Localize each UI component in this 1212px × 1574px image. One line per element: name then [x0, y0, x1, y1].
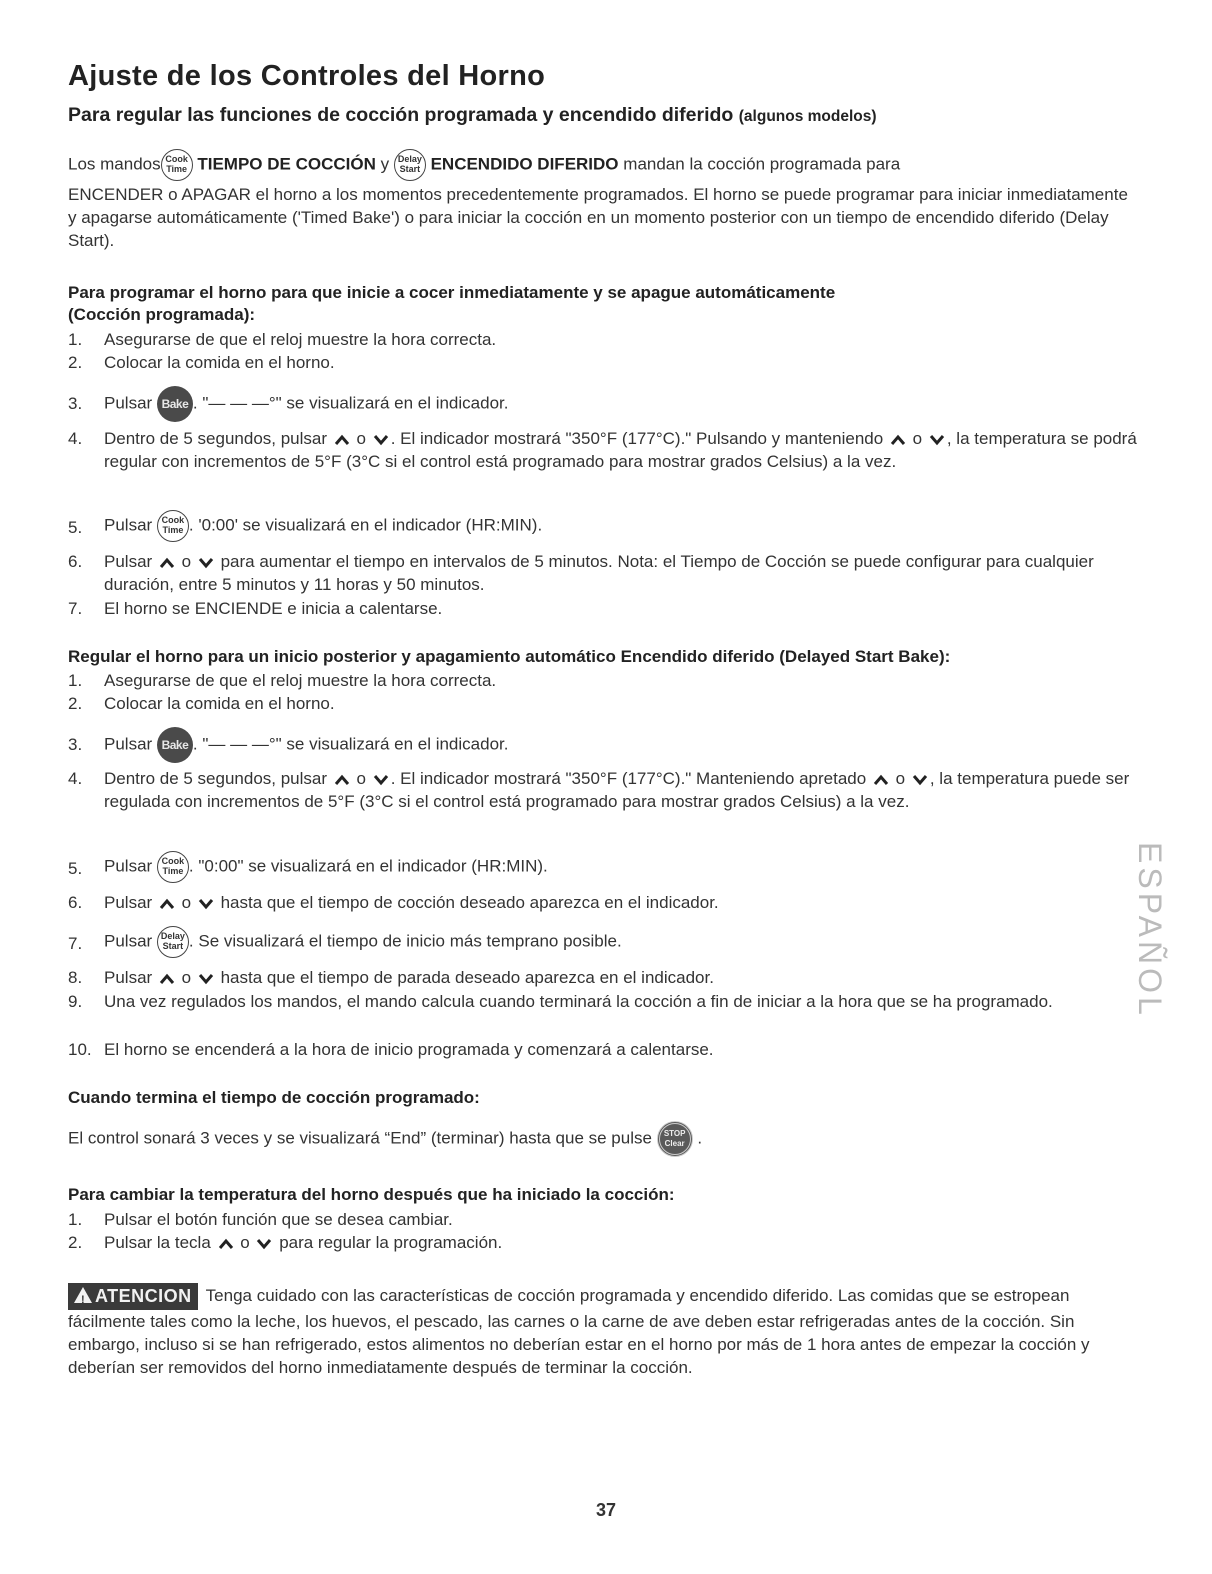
- cook-time-button-icon: Cook Time: [157, 510, 189, 542]
- intro-post: mandan la cocción programada para: [623, 154, 901, 174]
- subtitle-text: Para regular las funciones de cocción programada y encendido diferido: [68, 104, 734, 126]
- page-title: Ajuste de los Controles del Horno: [68, 60, 546, 92]
- section1-heading-line1: Para programar el horno para que inicie a cocer inmediatamente y se apague automáticamente: [68, 283, 836, 302]
- section1-heading-line2: (Cocción programada):: [68, 305, 256, 324]
- list-item: 6. Pulsar o hasta que el tiempo de cocción deseado aparezca en el indicador.: [68, 893, 719, 912]
- section4-heading: Para cambiar la temperatura del horno después que ha iniciado la cocción:: [68, 1185, 675, 1204]
- intro-delay-start-key: ENCENDIDO DIFERIDO: [430, 154, 619, 174]
- list-item: 4. Dentro de 5 segundos, pulsar o . El indicador mostrará "350°F (177°C)." Pulsando y manteniendo o , la temperatura se podrá regular con incrementos de 5°F (3°C si el control está programado para mostrar grados Celsius) a la vez.: [68, 429, 1137, 471]
- up-arrow-icon: [334, 434, 350, 446]
- warning-badge: !ATENCION: [68, 1283, 198, 1310]
- intro-paragraph: [68, 149, 1138, 252]
- warning-block: [68, 1283, 1108, 1379]
- intro-rest: ENCENDER o APAGAR el horno a los momentos precedentemente programados. El horno se puede programar para iniciar inmediatamente y apagarse automáticamente ('Timed Bake') o para iniciar la cocción en un momento posterior con un tiempo de encendido diferido (Delay Start).: [68, 185, 1128, 250]
- cook-time-button-icon: Cook Time: [161, 149, 193, 181]
- up-arrow-icon: [218, 1238, 234, 1250]
- delay-start-button-icon: Delay Start: [157, 926, 189, 958]
- bake-button-icon: Bake: [157, 727, 193, 763]
- down-arrow-icon: [373, 774, 389, 786]
- down-arrow-icon: [198, 557, 214, 569]
- list-item: 3. Pulsar Bake . "— — —°" se visualizará en el indicador.: [68, 727, 1148, 763]
- list-item: 6. Pulsar o para aumentar el tiempo en intervalos de 5 minutos. Nota: el Tiempo de Cocción se puede configurar para cualquier duración, entre 5 minutos y 11 horas y 50 minutos.: [68, 552, 1094, 594]
- language-side-label: ESPAÑOL: [1132, 842, 1168, 1019]
- up-arrow-icon: [159, 973, 175, 985]
- intro-mid: y: [380, 154, 390, 174]
- section3-heading: Cuando termina el tiempo de cocción programado:: [68, 1088, 480, 1107]
- down-arrow-icon: [929, 434, 945, 446]
- down-arrow-icon: [198, 898, 214, 910]
- down-arrow-icon: [198, 973, 214, 985]
- section3-text: El control sonará 3 veces y se visualizará “End” (terminar) hasta que se pulse STOP Clear .: [68, 1121, 1138, 1157]
- warning-triangle-icon: [74, 1287, 92, 1303]
- up-arrow-icon: [890, 434, 906, 446]
- up-arrow-icon: [159, 557, 175, 569]
- cook-time-button-icon: Cook Time: [157, 851, 189, 883]
- list-item: 9. Una vez regulados los mandos, el mando calcula cuando terminará la cocción a fin de iniciar a la hora que se ha programado.: [68, 992, 1053, 1011]
- page-subtitle: [68, 104, 877, 127]
- down-arrow-icon: [373, 434, 389, 446]
- page-number: 37: [595, 1500, 617, 1520]
- warning-text: Tenga cuidado con las características de cocción programada y encendido diferido. Las comidas que se estropean fácilmente tales como la leche, los huevos, el pescado, las carnes o la carne de ave deben estar refrigeradas antes de la cocción. Sin embargo, incluso si se han refrigerado, estos alimentos no deberían estar en el horno por más de 1 hora antes de empezar la cocción y deberían ser removidos del horno inmediatamente después de terminar la cocción.: [68, 1285, 1090, 1377]
- intro-pre: Los mandos: [68, 154, 161, 174]
- list-item: 8. Pulsar o hasta que el tiempo de parada deseado aparezca en el indicador.: [68, 968, 714, 987]
- section2-heading: Regular el horno para un inicio posterior y apagamiento automático Encendido diferido (Delayed Start Bake):: [68, 647, 951, 666]
- intro-cook-time-key: TIEMPO DE COCCIÓN: [197, 154, 376, 174]
- up-arrow-icon: [159, 898, 175, 910]
- delay-start-button-icon: Delay Start: [394, 149, 426, 181]
- up-arrow-icon: [873, 774, 889, 786]
- list-item: 2. Pulsar la tecla o para regular la programación.: [68, 1233, 503, 1252]
- list-item: 5. Pulsar Cook Time . '0:00' se visualizará en el indicador (HR:MIN).: [68, 510, 1148, 542]
- list-item: 2. Colocar la comida en el horno.: [68, 353, 335, 372]
- subtitle-note: (algunos modelos): [738, 108, 877, 125]
- list-item: 2. Colocar la comida en el horno.: [68, 694, 335, 713]
- list-item: 10. El horno se encenderá a la hora de inicio programada y comenzará a calentarse.: [68, 1040, 714, 1059]
- list-item: 1. Pulsar el botón función que se desea cambiar.: [68, 1210, 453, 1229]
- bake-button-icon: Bake: [157, 386, 193, 422]
- list-item: 7. Pulsar Delay Start . Se visualizará el tiempo de inicio más temprano posible.: [68, 926, 1148, 958]
- list-item: 1. Asegurarse de que el reloj muestre la hora correcta.: [68, 671, 497, 690]
- list-item: 7. El horno se ENCIENDE e inicia a calentarse.: [68, 599, 443, 618]
- up-arrow-icon: [334, 774, 350, 786]
- down-arrow-icon: [912, 774, 928, 786]
- section1-heading: [68, 282, 1148, 326]
- stop-clear-button-icon: STOP Clear: [657, 1121, 693, 1157]
- list-item: 1. Asegurarse de que el reloj muestre la hora correcta.: [68, 330, 497, 349]
- list-item: 3. Pulsar Bake . "— — —°" se visualizará en el indicador.: [68, 386, 1148, 422]
- list-item: 5. Pulsar Cook Time . "0:00" se visualizará en el indicador (HR:MIN).: [68, 851, 1148, 883]
- down-arrow-icon: [256, 1238, 272, 1250]
- list-item: 4. Dentro de 5 segundos, pulsar o . El indicador mostrará "350°F (177°C)." Manteniendo apretado o , la temperatura puede ser regulada con incrementos de 5°F (3°C si el control está programado para mostrar grados Celsius) a la vez.: [68, 769, 1130, 811]
